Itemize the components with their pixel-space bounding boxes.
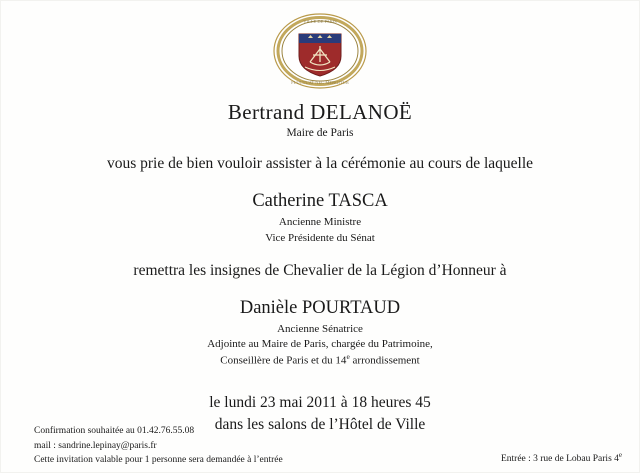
- honoree-subtitle-1: Ancienne Sénatrice: [277, 322, 363, 335]
- award-line: remettra les insignes de Chevalier de la Légion d’Honneur à: [133, 261, 507, 279]
- entrance-superscript: e: [618, 450, 622, 459]
- entrance-info: [501, 450, 622, 467]
- svg-text:FLUCTUAT NEC MERGITUR: FLUCTUAT NEC MERGITUR: [291, 80, 349, 85]
- honoree-subtitle-2: Adjointe au Maire de Paris, chargée du Patrimoine,: [207, 338, 433, 351]
- mail-line: mail : sandrine.lepinay@paris.fr: [34, 440, 157, 451]
- invitation-note: Cette invitation valable pour 1 personne sera demandée à l’entrée: [34, 454, 283, 465]
- rsvp-line: Confirmation souhaitée au 01.42.76.55.08: [34, 426, 195, 437]
- honoree-subtitle-3-suffix: arrondissement: [349, 355, 420, 368]
- paris-coat-of-arms-seal-icon: [272, 12, 368, 90]
- presenter-name: Catherine TASCA: [252, 191, 388, 211]
- invitation-body: [0, 100, 640, 436]
- honoree-subtitle-3-prefix: Conseillère de Paris et du 14: [220, 355, 347, 368]
- entrance-prefix: Entrée : 3 rue de Lobau Paris 4: [500, 453, 619, 464]
- svg-text:VILLE DE PARIS: VILLE DE PARIS: [303, 19, 337, 24]
- footer: [0, 424, 640, 467]
- presenter-subtitle-1: Ancienne Ministre: [278, 216, 362, 228]
- footer-left-block: [34, 424, 283, 467]
- crest-container: [0, 0, 640, 90]
- event-place: dans les salons de l’Hôtel de Ville: [214, 415, 426, 433]
- honoree-name: Danièle POURTAUD: [239, 297, 401, 318]
- honoree-subtitle-3: [40, 352, 600, 369]
- invitation-line: vous prie de bien vouloir assister à la cérémonie au cours de laquelle: [106, 155, 534, 172]
- host-title: Maire de Paris: [286, 127, 354, 139]
- presenter-subtitle-2: Vice Présidente du Sénat: [265, 231, 375, 244]
- event-date: le lundi 23 mai 2011 à 18 heures 45: [209, 393, 431, 411]
- host-name: Bertrand DELANOË: [227, 100, 413, 124]
- honoree-subtitle-3-superscript: e: [346, 352, 350, 362]
